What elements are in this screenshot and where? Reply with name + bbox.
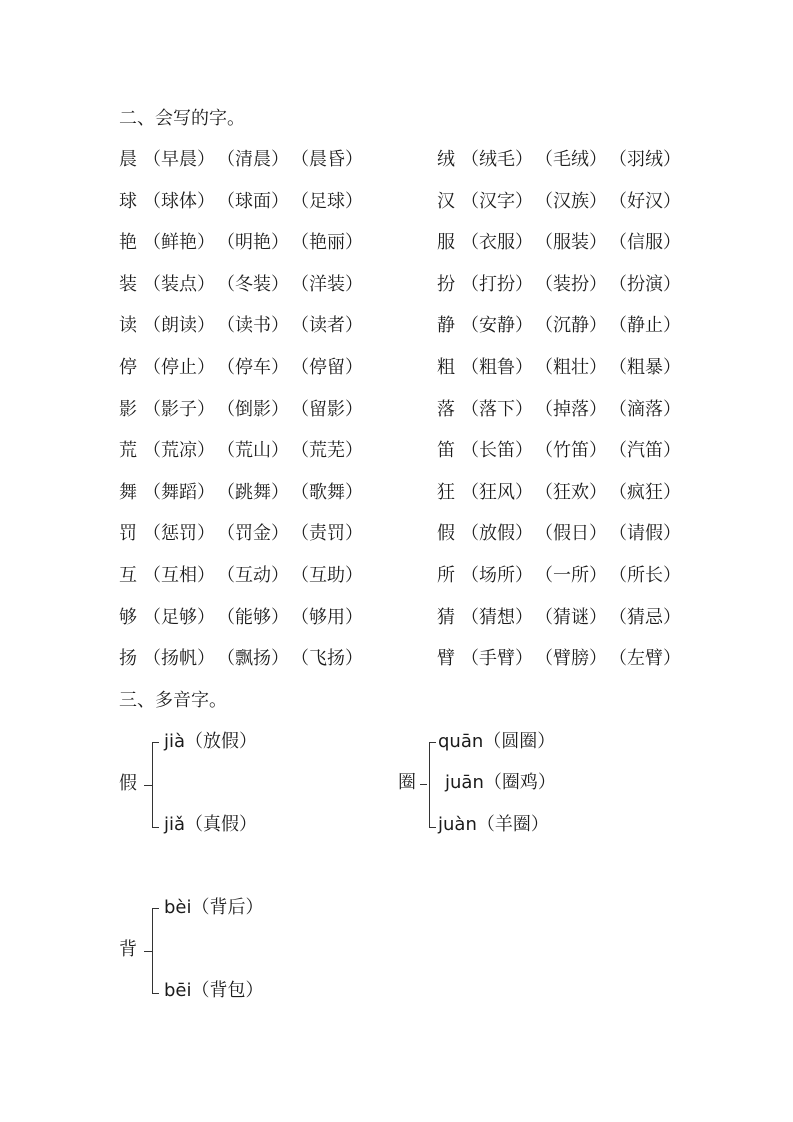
word-row: [119, 232, 365, 254]
word-row: [437, 565, 683, 587]
word-row: [119, 565, 365, 587]
polyphone-char: 圈: [398, 772, 416, 793]
word: （朗读）: [143, 315, 215, 337]
word: （沉静）: [535, 315, 607, 337]
word: （毛绒）: [535, 149, 607, 170]
word: （读书）: [217, 315, 289, 337]
target-char: 舞: [119, 481, 137, 503]
word-row: [437, 357, 683, 379]
word-row: [437, 274, 683, 296]
word: （粗壮）: [535, 357, 607, 378]
target-char: 扮: [437, 273, 455, 295]
section3-title: 三、多音字。: [119, 690, 227, 711]
target-char: 互: [119, 565, 137, 586]
target-char: 落: [437, 398, 455, 420]
word: （飞扬）: [291, 648, 363, 670]
word-row: [437, 399, 683, 421]
word: （惩罚）: [143, 523, 215, 545]
word: （绒毛）: [461, 149, 533, 170]
brace-bracket: [152, 742, 153, 828]
word: （放假）: [461, 523, 533, 545]
word-row: [119, 274, 365, 296]
word: （球面）: [217, 190, 289, 212]
word: （荒山）: [217, 440, 289, 462]
word: （竹笛）: [535, 440, 607, 462]
word: （猜谜）: [535, 606, 607, 628]
word: （安静）: [461, 315, 533, 337]
word-row: [437, 191, 683, 213]
word: （鲜艳）: [143, 232, 215, 254]
brace-bracket: [429, 742, 430, 828]
polyphone-char: 背: [119, 939, 137, 960]
word: （一所）: [535, 565, 607, 586]
word-row: [437, 648, 683, 670]
target-char: 艳: [119, 232, 137, 254]
word-row: [437, 523, 683, 545]
target-char: 所: [437, 565, 455, 586]
word: （洋装）: [291, 273, 363, 295]
word-row: [437, 149, 683, 171]
word-row: [437, 440, 683, 462]
word: （猜忌）: [609, 606, 681, 628]
word-row: [119, 607, 365, 629]
target-char: 扬: [119, 648, 137, 670]
word: （飘扬）: [217, 648, 289, 670]
target-char: 笛: [437, 440, 455, 462]
word: （停止）: [143, 357, 215, 378]
reading: jiǎ（真假）: [164, 814, 258, 835]
word: （能够）: [217, 606, 289, 628]
target-char: 服: [437, 232, 455, 254]
word: （落下）: [461, 398, 533, 420]
word: （衣服）: [461, 232, 533, 254]
word: （疯狂）: [609, 481, 681, 503]
word-row: [119, 357, 365, 379]
word: （手臂）: [461, 648, 533, 670]
word-row: [119, 523, 365, 545]
reading: juàn（羊圈）: [438, 814, 549, 835]
word: （扬帆）: [143, 648, 215, 670]
reading: juān（圈鸡）: [445, 772, 556, 793]
word-row: [119, 648, 365, 670]
word: （互相）: [143, 565, 215, 586]
bracket-tick: [420, 784, 427, 785]
word: （掉落）: [535, 398, 607, 420]
word: （猜想）: [461, 606, 533, 628]
target-char: 荒: [119, 440, 137, 462]
word-row: [119, 315, 365, 337]
word: （粗鲁）: [461, 357, 533, 378]
target-char: 假: [437, 523, 455, 545]
word: （汉族）: [535, 190, 607, 212]
word-row: [119, 399, 365, 421]
word: （清晨）: [217, 149, 289, 170]
polyphone-char: 假: [119, 773, 137, 794]
target-char: 粗: [437, 357, 455, 378]
word: （足球）: [291, 190, 363, 212]
word: （艳丽）: [291, 232, 363, 254]
word: （跳舞）: [217, 481, 289, 503]
word-row: [119, 440, 365, 462]
word: （臂膀）: [535, 648, 607, 670]
target-char: 罚: [119, 523, 137, 545]
word: （扮演）: [609, 273, 681, 295]
word: （打扮）: [461, 273, 533, 295]
target-char: 停: [119, 357, 137, 378]
bracket-tick: [144, 785, 152, 786]
word: （读者）: [291, 315, 363, 337]
word: （狂风）: [461, 481, 533, 503]
target-char: 猜: [437, 606, 455, 628]
word: （请假）: [609, 523, 681, 545]
word: （球体）: [143, 190, 215, 212]
word: （长笛）: [461, 440, 533, 462]
word: （停留）: [291, 357, 363, 378]
target-char: 臂: [437, 648, 455, 670]
word: （装点）: [143, 273, 215, 295]
word: （滴落）: [609, 398, 681, 420]
word: （早晨）: [143, 149, 215, 170]
word: （倒影）: [217, 398, 289, 420]
word: （影子）: [143, 398, 215, 420]
word: （罚金）: [217, 523, 289, 545]
word-row: [437, 315, 683, 337]
target-char: 晨: [119, 149, 137, 170]
reading: jià（放假）: [164, 731, 258, 752]
word: （歌舞）: [291, 481, 363, 503]
word: （冬装）: [217, 273, 289, 295]
word: （静止）: [609, 315, 681, 337]
target-char: 球: [119, 190, 137, 212]
word: （明艳）: [217, 232, 289, 254]
word: （责罚）: [291, 523, 363, 545]
word-row: [119, 191, 365, 213]
word: （够用）: [291, 606, 363, 628]
reading: quān（圆圈）: [438, 731, 556, 752]
word: （荒凉）: [143, 440, 215, 462]
word: （晨昏）: [291, 149, 363, 170]
bracket-tick: [144, 951, 152, 952]
word-row: [437, 607, 683, 629]
word-row: [437, 482, 683, 504]
word: （互动）: [217, 565, 289, 586]
word: （装扮）: [535, 273, 607, 295]
word: （好汉）: [609, 190, 681, 212]
word: （羽绒）: [609, 149, 681, 170]
word: （粗暴）: [609, 357, 681, 378]
word: （舞蹈）: [143, 481, 215, 503]
word: （汉字）: [461, 190, 533, 212]
word-row: [119, 149, 365, 171]
section2-title: 二、会写的字。: [119, 108, 245, 129]
word: （足够）: [143, 606, 215, 628]
word-row: [119, 482, 365, 504]
word: （左臂）: [609, 648, 681, 670]
target-char: 影: [119, 398, 137, 420]
word: （荒芜）: [291, 440, 363, 462]
word-row: [437, 232, 683, 254]
target-char: 读: [119, 315, 137, 337]
word: （场所）: [461, 565, 533, 586]
word: （所长）: [609, 565, 681, 586]
word: （狂欢）: [535, 481, 607, 503]
word: （汽笛）: [609, 440, 681, 462]
target-char: 静: [437, 315, 455, 337]
target-char: 够: [119, 606, 137, 628]
brace-bracket: [152, 908, 153, 994]
reading: bēi（背包）: [164, 980, 264, 1001]
target-char: 装: [119, 273, 137, 295]
target-char: 狂: [437, 481, 455, 503]
word: （服装）: [535, 232, 607, 254]
target-char: 汉: [437, 190, 455, 212]
word: （留影）: [291, 398, 363, 420]
word: （互助）: [291, 565, 363, 586]
target-char: 绒: [437, 149, 455, 170]
word: （信服）: [609, 232, 681, 254]
word: （假日）: [535, 523, 607, 545]
reading: bèi（背后）: [164, 897, 264, 918]
word: （停车）: [217, 357, 289, 378]
